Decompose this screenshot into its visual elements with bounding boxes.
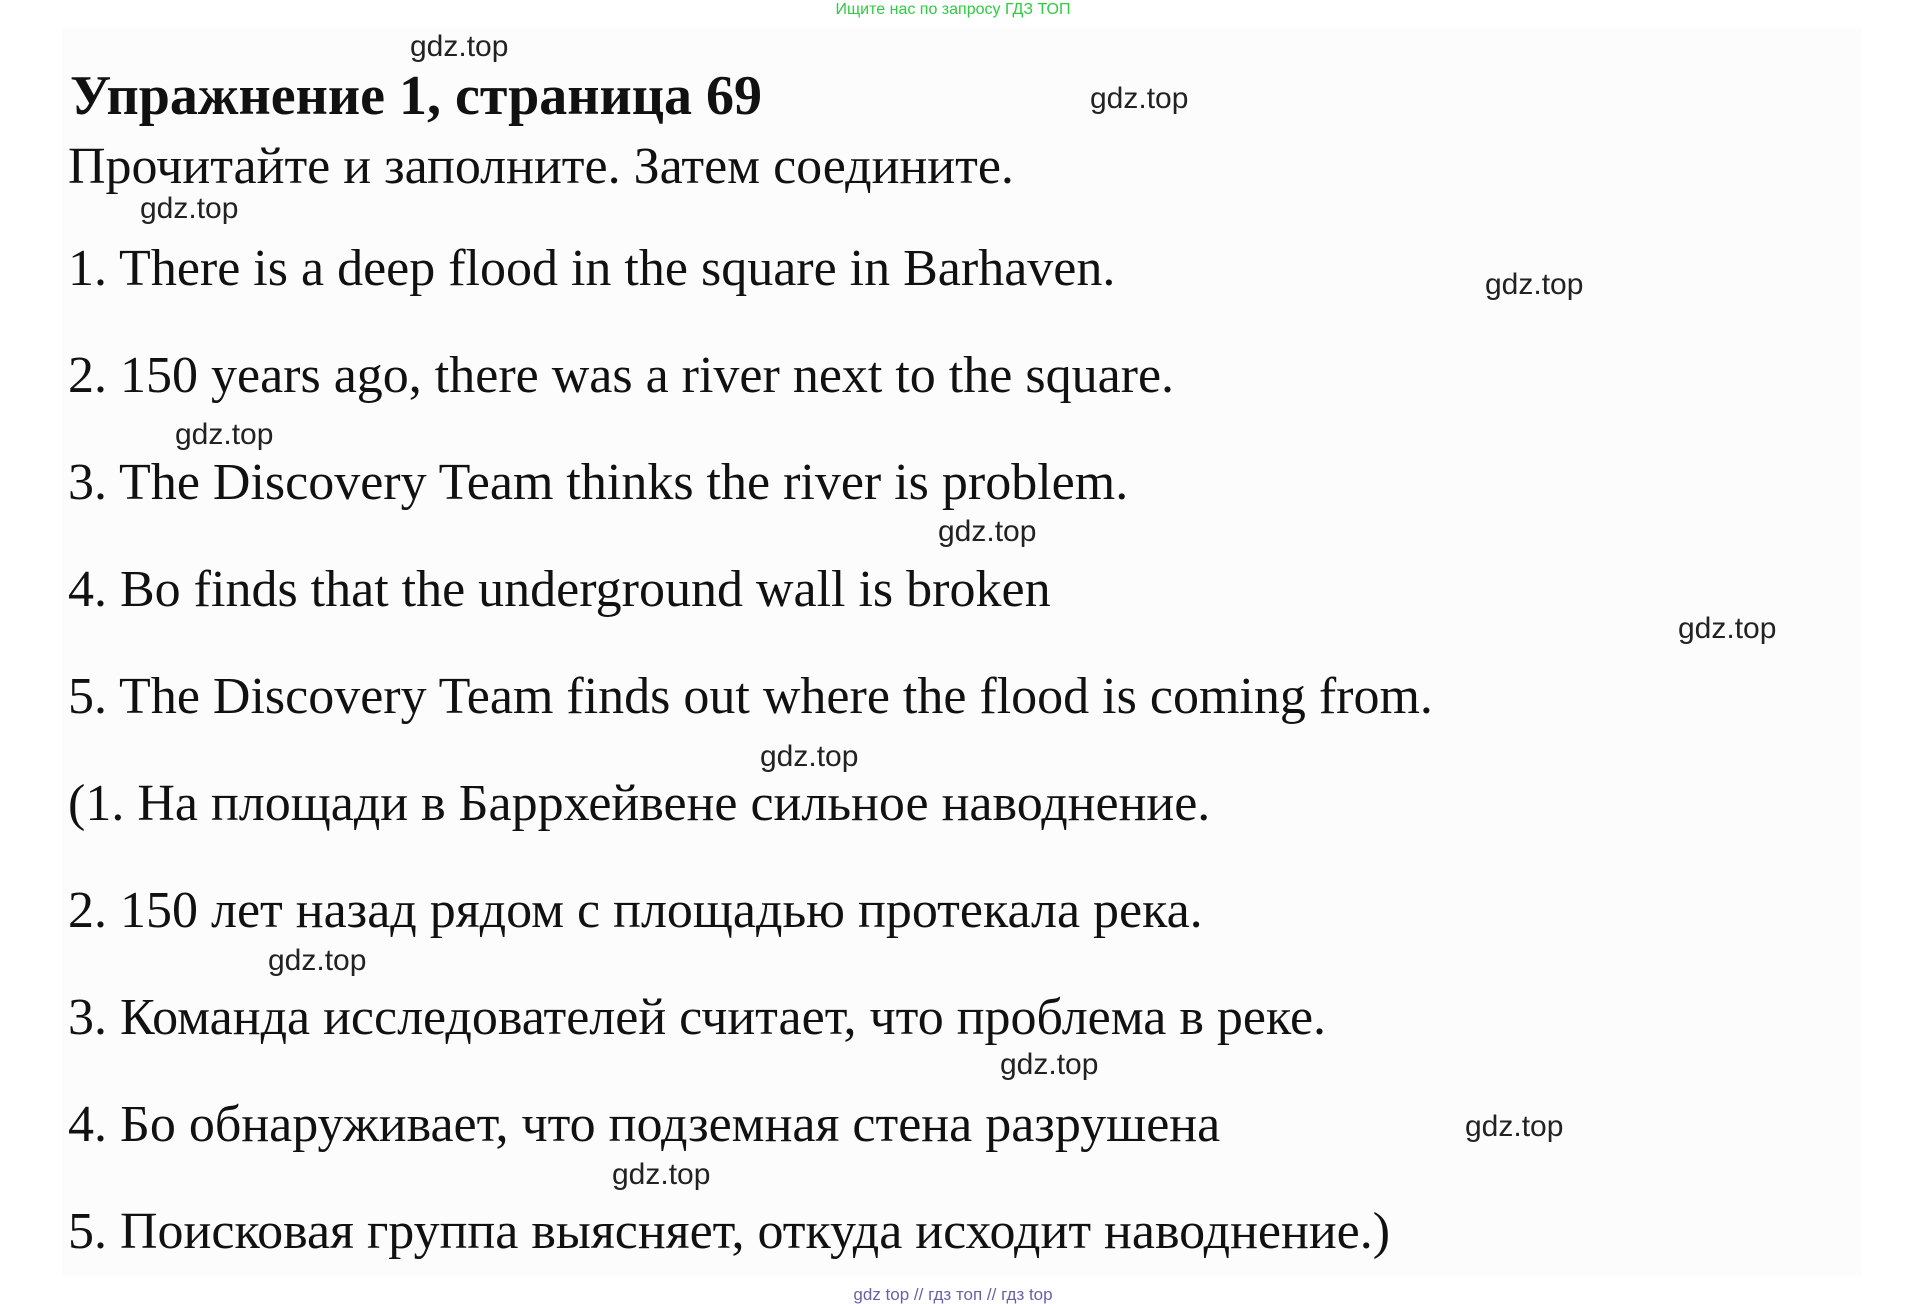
watermark: gdz.top xyxy=(1465,1110,1564,1143)
russian-sentence: 2. 150 лет назад рядом с площадью протекала река. xyxy=(68,882,1203,939)
russian-sentence: (1. На площади в Баррхейвене сильное наводнение. xyxy=(68,775,1211,832)
watermark: gdz.top xyxy=(140,192,239,225)
english-sentence: 2. 150 years ago, there was a river next to the square. xyxy=(68,347,1175,404)
watermark: gdz.top xyxy=(268,944,367,977)
watermark: gdz.top xyxy=(1678,612,1777,645)
watermark: gdz.top xyxy=(612,1158,711,1191)
watermark: gdz.top xyxy=(760,740,859,773)
exercise-instruction: Прочитайте и заполните. Затем соедините. xyxy=(68,138,1014,195)
page-title: Упражнение 1, страница 69 xyxy=(70,65,763,127)
watermark: gdz.top xyxy=(938,515,1037,548)
english-sentence: 5. The Discovery Team finds out where the flood is coming from. xyxy=(68,668,1433,725)
russian-sentence: 5. Поисковая группа выясняет, откуда исходит наводнение.) xyxy=(68,1203,1391,1260)
watermark: gdz.top xyxy=(1485,268,1584,301)
document-page xyxy=(62,28,1862,1276)
watermark: gdz.top xyxy=(410,30,509,63)
english-sentence: 4. Bo finds that the underground wall is broken xyxy=(68,561,1051,618)
watermark: gdz.top xyxy=(175,418,274,451)
english-sentence: 3. The Discovery Team thinks the river is problem. xyxy=(68,454,1129,511)
russian-sentence: 3. Команда исследователей считает, что проблема в реке. xyxy=(68,989,1327,1046)
russian-sentence: 4. Бо обнаруживает, что подземная стена разрушена xyxy=(68,1096,1221,1153)
watermark: gdz.top xyxy=(1000,1048,1099,1081)
english-sentence: 1. There is a deep flood in the square in Barhaven. xyxy=(68,240,1116,297)
header-note: Ищите нас по запросу ГДЗ ТОП xyxy=(835,1,1071,18)
footer-note: gdz top // гдз топ // гдз top xyxy=(853,1285,1053,1304)
watermark: gdz.top xyxy=(1090,82,1189,115)
